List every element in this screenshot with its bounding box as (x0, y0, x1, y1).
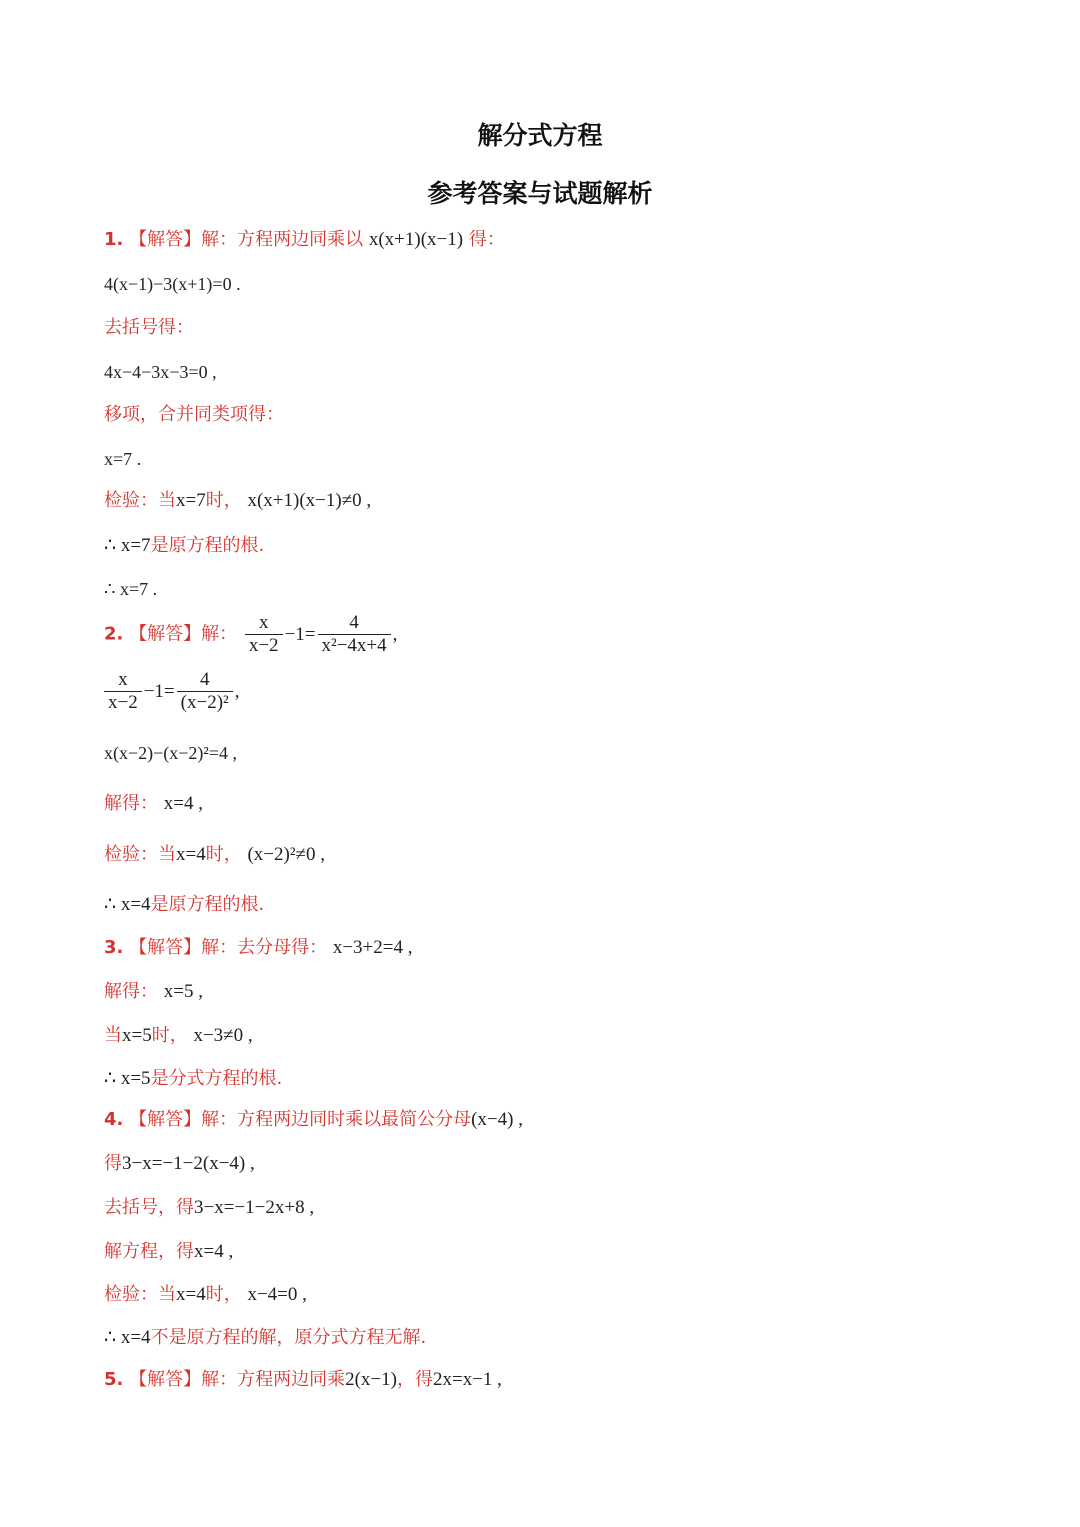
q4-number: 4. (104, 1109, 124, 1130)
q5-line-1 (104, 1368, 502, 1392)
q1-check-value: x=7 (176, 490, 206, 511)
q3-check-value: x=5 (122, 1025, 152, 1046)
q5-end-expr: 2x=x−1 , (432, 1369, 502, 1390)
q3-root-expr: ∴ x=5 (104, 1068, 151, 1089)
q2-fraction-2: $\frac{4}{\text{x²−4x+4}}$ (318, 612, 391, 657)
q4-intro-expr: (x−4) , (471, 1109, 523, 1130)
q1-check-when: 时， (205, 490, 242, 511)
q1-root-expr: ∴ x=7 (104, 535, 151, 556)
q3-check-label: 当 (104, 1025, 122, 1046)
q2-root-expr: ∴ x=4 (104, 894, 151, 915)
q4-step-expr: 3−x=−1−2(x−4) , (122, 1153, 255, 1174)
q2-root-text: 是原方程的根. (150, 894, 265, 915)
q4-line-2 (104, 1152, 255, 1176)
q4-line-1 (104, 1108, 523, 1132)
q4-check-when: 时， (205, 1284, 242, 1305)
page-subtitle: 参考答案与试题解析 (427, 179, 653, 208)
q2-line-5 (104, 843, 325, 867)
q5-intro-expr: 2(x−1) (345, 1369, 397, 1390)
q2-fraction-1: $\frac{x}{x-2}$ (245, 612, 283, 657)
q2-line-4 (104, 792, 203, 816)
q3-check-when: 时， (151, 1025, 188, 1046)
q5-mid: ，得 (396, 1369, 433, 1390)
q1-intro-end: 得： (468, 229, 505, 250)
q4-check-expr: x−4=0 , (247, 1284, 307, 1305)
q3-root-text: 是分式方程的根. (150, 1068, 283, 1089)
q1-line-6: x=7 . (104, 449, 142, 469)
q2-end-1: , (392, 623, 398, 645)
q4-expand-expr: 3−x=−1−2x+8 , (194, 1197, 315, 1218)
q2-fraction-3: $\frac{x}{x-2}$ (104, 669, 142, 714)
q2-mid-2: −1= (143, 680, 175, 702)
q1-number: 1. (104, 229, 124, 250)
q4-line-4 (104, 1240, 233, 1264)
q4-root-expr: ∴ x=4 (104, 1327, 151, 1348)
q3-line-4 (104, 1067, 282, 1091)
q3-line-1 (104, 936, 413, 960)
q2-fraction-4: $\frac{4}{\text{(x−2)²}}$ (177, 669, 233, 714)
answer-tag: 【解答】 (129, 229, 202, 250)
q5-intro: 解：方程两边同乘 (201, 1369, 346, 1390)
q2-line-6 (104, 893, 264, 917)
answer-tag: 【解答】 (129, 623, 202, 645)
q3-line-3 (104, 1024, 253, 1048)
q1-intro-expr: x(x+1)(x−1) (368, 229, 464, 250)
q3-check-expr: x−3≠0 , (193, 1025, 253, 1046)
q1-line-4: 4x−4−3x−3=0 , (104, 362, 217, 382)
q4-check-label: 检验：当 (104, 1284, 176, 1305)
q3-number: 3. (104, 937, 124, 958)
q1-line-9: ∴ x=7 . (104, 579, 158, 599)
q2-check-label: 检验：当 (104, 844, 176, 865)
q1-line-1 (104, 228, 505, 252)
q2-check-expr: (x−2)²≠0 , (247, 844, 325, 865)
answer-tag: 【解答】 (129, 937, 202, 958)
q2-check-value: x=4 (176, 844, 206, 865)
q4-line-6 (104, 1326, 426, 1350)
q3-solve-expr: x=5 , (163, 981, 203, 1002)
q2-mid-1: −1= (284, 623, 316, 645)
answer-tag: 【解答】 (129, 1369, 202, 1390)
q2-line-1 (104, 612, 397, 657)
q1-root-text: 是原方程的根. (150, 535, 265, 556)
q4-intro: 解：方程两边同时乘以最简公分母 (201, 1109, 472, 1130)
q2-number: 2. (104, 623, 124, 645)
q4-check-value: x=4 (176, 1284, 206, 1305)
q2-line-2 (104, 669, 239, 714)
q2-solve-label: 解得： (104, 793, 158, 814)
q1-line-8 (104, 534, 264, 558)
q4-step-label: 得 (104, 1153, 122, 1174)
q2-solve-expr: x=4 , (163, 793, 203, 814)
q1-check-label: 检验：当 (104, 490, 176, 511)
q1-intro: 解：方程两边同乘以 (201, 229, 364, 250)
q4-root-text: 不是原方程的解，原分式方程无解. (150, 1327, 427, 1348)
q3-intro-expr: x−3+2=4 , (332, 937, 413, 958)
q3-line-2 (104, 980, 203, 1004)
page-title: 解分式方程 (477, 121, 603, 150)
q4-solve-expr: x=4 , (194, 1241, 234, 1262)
q4-expand-label: 去括号，得 (104, 1197, 194, 1218)
q1-line-7 (104, 489, 371, 513)
q5-number: 5. (104, 1369, 124, 1390)
q4-solve-label: 解方程，得 (104, 1241, 194, 1262)
q4-line-5 (104, 1283, 307, 1307)
q2-end-2: , (234, 680, 240, 702)
q4-line-3 (104, 1196, 314, 1220)
q3-solve-label: 解得： (104, 981, 158, 1002)
q2-intro: 解： (201, 623, 238, 645)
q1-check-expr: x(x+1)(x−1)≠0 , (247, 490, 372, 511)
q3-intro: 解：去分母得： (201, 937, 328, 958)
q2-line-3: x(x−2)−(x−2)²=4 , (104, 743, 237, 763)
q1-line-5: 移项，合并同类项得： (104, 404, 284, 425)
answer-tag: 【解答】 (129, 1109, 202, 1130)
q2-check-when: 时， (205, 844, 242, 865)
q1-line-2: 4(x−1)−3(x+1)=0 . (104, 274, 241, 294)
q1-line-3: 去括号得： (104, 317, 194, 338)
